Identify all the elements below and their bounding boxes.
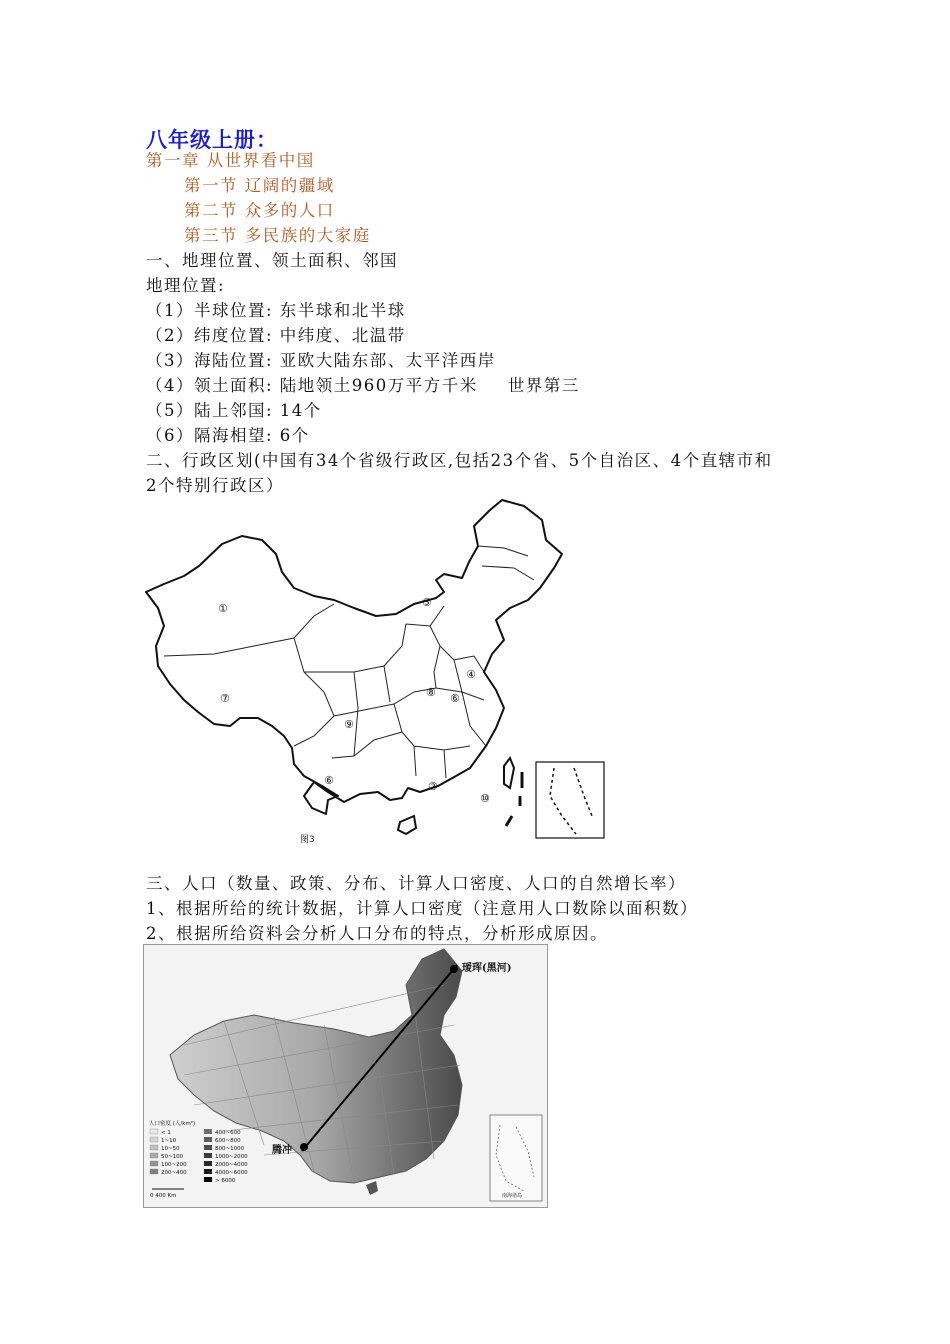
map-caption: 图3 [300,835,315,845]
section-3: 第三节 多民族的大家庭 [184,226,371,245]
region-label: ⑦ [220,692,230,705]
point-tengchong [300,1143,308,1151]
taiwan [504,758,514,788]
hainan-dense [366,1181,378,1195]
part2-line2: 2个特别行政区） [146,476,284,495]
legend-item: 10~50 [161,1146,180,1152]
item-neighbors: （5）陆上邻国: 14个 [146,401,322,420]
nine-dash-3 [506,816,512,826]
location-label: 地理位置: [146,276,226,295]
legend-item: 100~200 [161,1162,187,1168]
legend-item: 600~800 [215,1138,241,1144]
grade-heading: 八年级上册： [146,128,278,152]
part3-item2: 2、根据所给资料会分析人口分布的特点，分析形成原因。 [146,924,608,943]
china-density-shape [170,949,462,1183]
density-legend [149,1119,248,1199]
legend-title: 人口密度 (人/km²) [149,1121,196,1127]
item-latitude: （2）纬度位置: 中纬度、北温带 [146,326,406,345]
region-label: ② [428,780,438,793]
item-sea-neighbors: （6）隔海相望: 6个 [146,426,310,445]
inset-label: 南海诸岛 [502,1193,523,1199]
item-area-text: （4）领土面积: 陆地领土960万平方千米 [146,376,478,395]
region-label: ⑧ [426,686,436,699]
legend-item: 400~600 [215,1130,241,1136]
region-label: ⑥ [450,692,460,705]
region-label: ① [218,602,228,615]
region-label: ⑥ [324,774,334,787]
part3-item1: 1、根据所给的统计数据，计算人口密度（注意用人口数除以面积数） [146,899,698,918]
legend-item: 1~10 [161,1138,177,1144]
legend-item: < 1 [161,1130,171,1136]
legend-item: 2000~4000 [215,1162,248,1168]
region-label: ⑤ [422,596,432,609]
region-label: ④ [466,668,476,681]
part2-line1: 二、行政区划(中国有34个省级行政区,包括23个省、5个自治区、4个直辖市和 [146,451,773,470]
population-density-map [143,944,548,1208]
legend-item: 50~100 [161,1154,184,1160]
province-lines [164,546,534,778]
label-tengchong: 腾冲 [272,1145,292,1156]
admin-division-map [144,496,606,852]
section-1: 第一节 辽阔的疆域 [184,176,335,195]
scale-bar: 0 400 Km [150,1193,177,1199]
item-area [146,375,580,397]
region-label: ⑩ [480,792,490,805]
area-rank: 世界第三 [507,376,580,395]
point-aihui [450,965,458,973]
region-label: ⑨ [344,718,354,731]
china-outline [146,500,562,814]
part1-title: 一、地理位置、领土面积、邻国 [146,251,398,270]
section-2: 第二节 众多的人口 [184,201,335,220]
legend-item: 200~400 [161,1170,187,1176]
south-sea-inset [490,1115,542,1201]
item-sea-land: （3）海陆位置: 亚欧大陆东部、太平洋西岸 [146,351,496,370]
legend-item: 4000~6000 [215,1170,248,1176]
legend-item: > 6000 [215,1178,236,1184]
hainan [398,816,416,834]
chapter-title: 第一章 从世界看中国 [146,151,315,170]
item-hemisphere: （1）半球位置: 东半球和北半球 [146,301,406,320]
label-aihui: 瑷珲(黑河) [462,963,512,974]
legend-item: 800~1000 [215,1146,245,1152]
legend-item: 1000~2000 [215,1154,248,1160]
south-sea-inset [536,762,604,838]
part3-title: 三、人口（数量、政策、分布、计算人口密度、人口的自然增长率） [146,874,686,893]
